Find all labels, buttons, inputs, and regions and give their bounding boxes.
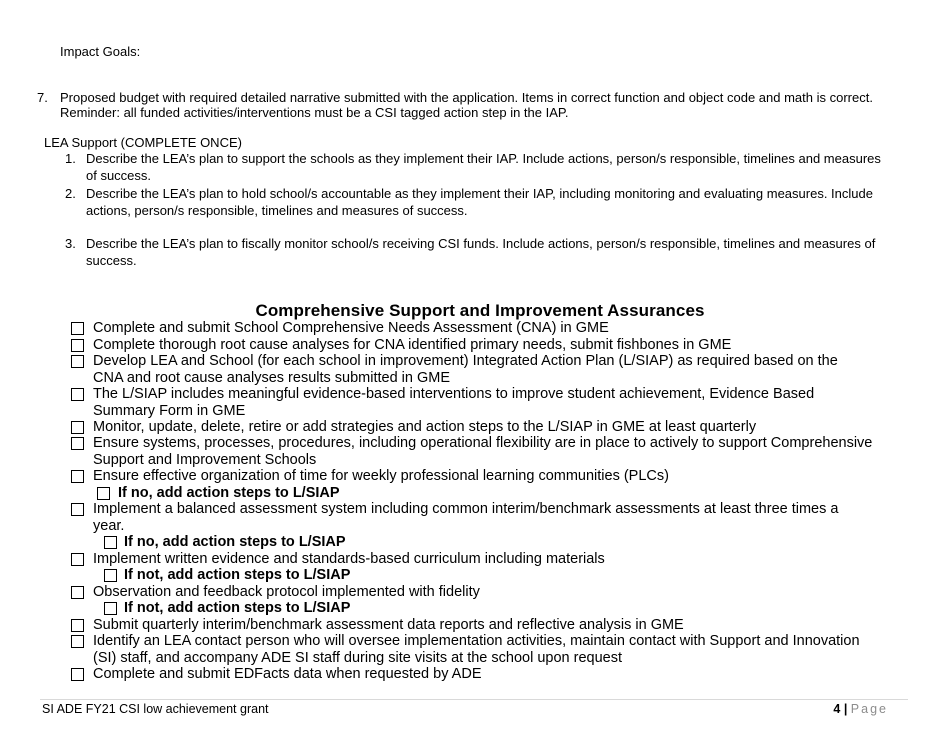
- assurance-checkbox[interactable]: [71, 503, 84, 516]
- assurance-checkbox[interactable]: [71, 635, 84, 648]
- footer-document-title: SI ADE FY21 CSI low achievement grant: [42, 702, 269, 716]
- assurance-checkbox[interactable]: [71, 470, 84, 483]
- assurance-text: Complete and submit School Comprehensive Needs Assessment (CNA) in GME: [93, 320, 609, 336]
- assurance-checkbox[interactable]: [71, 388, 84, 401]
- assurance-checkbox[interactable]: [71, 619, 84, 632]
- sub-checkbox[interactable]: [104, 569, 117, 582]
- assurance-text: The L/SIAP includes meaningful evidence-based interventions to improve student achievement, Evidence Based: [93, 386, 815, 402]
- page-word: Page: [850, 702, 888, 716]
- assurance-text: Monitor, update, delete, retire or add strategies and action steps to the L/SIAP in GME at least quarterly: [93, 419, 757, 435]
- lea-item-line2: success.: [86, 253, 137, 268]
- sub-checkbox[interactable]: [104, 536, 117, 549]
- item7-number: 7.: [37, 90, 48, 105]
- assurance-text-cont: year.: [93, 518, 125, 534]
- page-number: 4: [833, 702, 841, 716]
- item7-line2: Reminder: all funded activities/interventions must be a CSI tagged action step in the IAP.: [60, 105, 569, 120]
- assurance-checkbox[interactable]: [71, 668, 84, 681]
- assurance-text: Complete thorough root cause analyses for CNA identified primary needs, submit fishbones in GME: [93, 337, 732, 353]
- sub-checkbox[interactable]: [97, 487, 110, 500]
- assurance-text: Complete and submit EDFacts data when requested by ADE: [93, 666, 482, 682]
- assurance-text: Identify an LEA contact person who will oversee implementation activities, maintain contact with Support and Innovation: [93, 633, 860, 649]
- assurance-checkbox[interactable]: [71, 553, 84, 566]
- lea-item-line1: Describe the LEA’s plan to fiscally monitor school/s receiving CSI funds. Include actions, person/s responsible, timelines and measures of: [86, 236, 876, 251]
- lea-item-number: 3.: [65, 236, 76, 251]
- assurances-heading: Comprehensive Support and Improvement Assurances: [255, 301, 705, 320]
- assurance-text: Ensure effective organization of time for weekly professional learning communities (PLCs): [93, 468, 669, 484]
- assurance-checkbox[interactable]: [71, 339, 84, 352]
- sub-instruction: If no, add action steps to L/SIAP: [118, 485, 340, 501]
- assurance-text-cont: (SI) staff, and accompany ADE SI staff during site visits at the school upon request: [93, 650, 622, 666]
- assurance-text: Implement a balanced assessment system including common interim/benchmark assessments at least three times a: [93, 501, 839, 517]
- assurance-text: Implement written evidence and standards-based curriculum including materials: [93, 551, 605, 567]
- sub-instruction: If not, add action steps to L/SIAP: [124, 567, 351, 583]
- assurance-text: Observation and feedback protocol implemented with fidelity: [93, 584, 480, 600]
- lea-item-number: 1.: [65, 151, 76, 166]
- item7-line1: Proposed budget with required detailed narrative submitted with the application. Items in correct function and object code and math is correct.: [60, 90, 873, 105]
- footer-page-indicator: [833, 702, 888, 716]
- assurance-checkbox[interactable]: [71, 322, 84, 335]
- sub-instruction: If no, add action steps to L/SIAP: [124, 534, 346, 550]
- assurance-checkbox[interactable]: [71, 437, 84, 450]
- assurance-text: Ensure systems, processes, procedures, including operational flexibility are in place to actively to support Comprehensive: [93, 435, 873, 451]
- page-separator: |: [843, 702, 848, 716]
- assurance-text: Submit quarterly interim/benchmark assessment data reports and reflective analysis in GME: [93, 617, 684, 633]
- assurance-checkbox[interactable]: [71, 421, 84, 434]
- lea-item-number: 2.: [65, 186, 76, 201]
- sub-checkbox[interactable]: [104, 602, 117, 615]
- lea-item-line1: Describe the LEA’s plan to support the schools as they implement their IAP. Include actions, person/s responsible, timelines and measures: [86, 151, 881, 166]
- assurance-checkbox[interactable]: [71, 586, 84, 599]
- assurance-text-cont: CNA and root cause analyses results submitted in GME: [93, 370, 451, 386]
- assurance-text-cont: Support and Improvement Schools: [93, 452, 317, 468]
- impact-goals-label: Impact Goals:: [60, 44, 141, 59]
- lea-support-title: LEA Support (COMPLETE ONCE): [44, 135, 242, 150]
- assurance-text: Develop LEA and School (for each school in improvement) Integrated Action Plan (L/SIAP) as required based on the: [93, 353, 838, 369]
- assurance-checkbox[interactable]: [71, 355, 84, 368]
- assurance-text-cont: Summary Form in GME: [93, 403, 246, 419]
- lea-item-line1: Describe the LEA’s plan to hold school/s accountable as they implement their IAP, including monitoring and evaluating measures. Include: [86, 186, 873, 201]
- footer-divider: [40, 699, 908, 700]
- sub-instruction: If not, add action steps to L/SIAP: [124, 600, 351, 616]
- lea-item-line2: of success.: [86, 168, 152, 183]
- lea-item-line2: actions, person/s responsible, timelines and measures of success.: [86, 203, 468, 218]
